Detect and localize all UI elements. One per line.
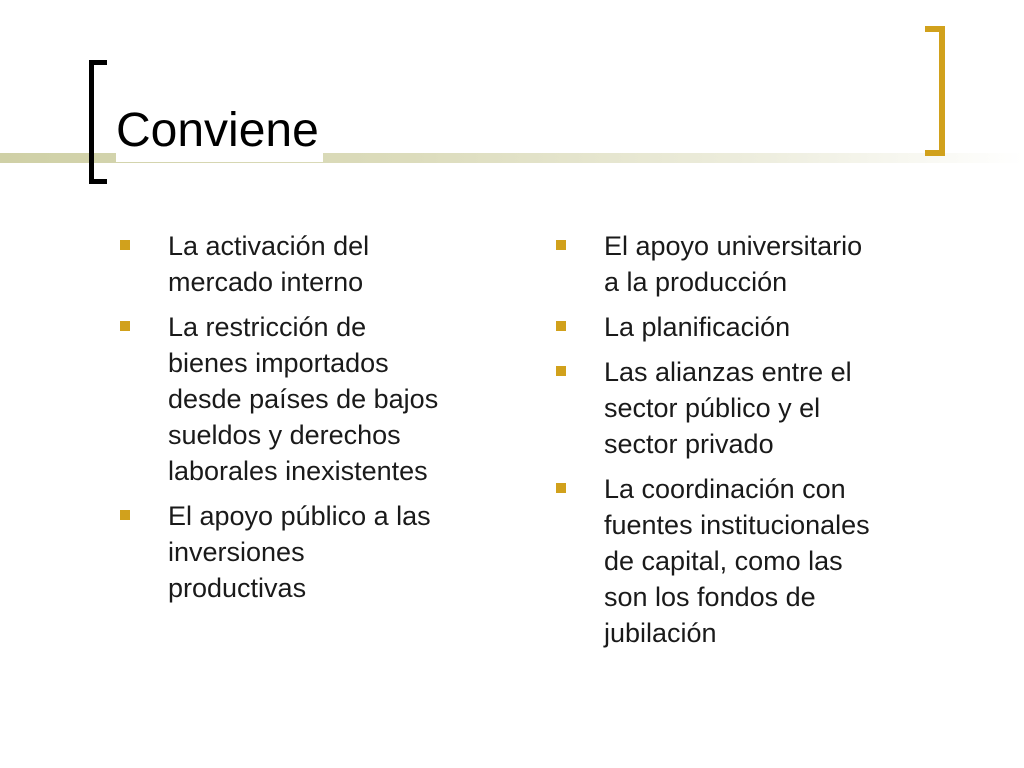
square-bullet-icon — [120, 321, 130, 331]
list-item-line: sueldos y derechos — [168, 420, 401, 450]
list-item — [117, 498, 517, 606]
list-item-line: de capital, como las — [604, 546, 843, 576]
list-item-line: La planificación — [604, 312, 791, 342]
list-item-line: laborales inexistentes — [168, 456, 428, 486]
list-item-line: son los fondos de — [604, 582, 816, 612]
list-item-line: desde países de bajos — [168, 384, 439, 414]
list-item — [553, 228, 953, 300]
square-bullet-icon — [120, 510, 130, 520]
list-item-line: El apoyo público a las — [168, 501, 431, 531]
list-item-line: La activación del — [168, 231, 370, 261]
list-item — [553, 471, 953, 651]
list-item-line: bienes importados — [168, 348, 389, 378]
list-item-line: a la producción — [604, 267, 788, 297]
square-bullet-icon — [556, 366, 566, 376]
list-item-line: La coordinación con — [604, 474, 846, 504]
list-item — [117, 228, 517, 300]
list-item — [117, 309, 517, 489]
list-item-line: fuentes institucionales — [604, 510, 870, 540]
list-item-line: sector público y el — [604, 393, 821, 423]
list-item — [553, 309, 953, 345]
list-item-line: mercado interno — [168, 267, 364, 297]
slide-title: Conviene — [116, 100, 323, 162]
list-item-line: La restricción de — [168, 312, 367, 342]
square-bullet-icon — [556, 483, 566, 493]
list-item — [553, 354, 953, 462]
list-item-line: productivas — [168, 573, 307, 603]
right-bracket-decoration — [925, 26, 945, 156]
left-bullet-list — [117, 228, 517, 615]
list-item-line: sector privado — [604, 429, 774, 459]
list-item-line: Las alianzas entre el — [604, 357, 852, 387]
left-bracket-decoration — [89, 60, 107, 184]
square-bullet-icon — [556, 240, 566, 250]
list-item-line: jubilación — [604, 618, 717, 648]
square-bullet-icon — [556, 321, 566, 331]
right-bullet-list — [553, 228, 953, 660]
list-item-line: inversiones — [168, 537, 305, 567]
square-bullet-icon — [120, 240, 130, 250]
list-item-line: El apoyo universitario — [604, 231, 863, 261]
